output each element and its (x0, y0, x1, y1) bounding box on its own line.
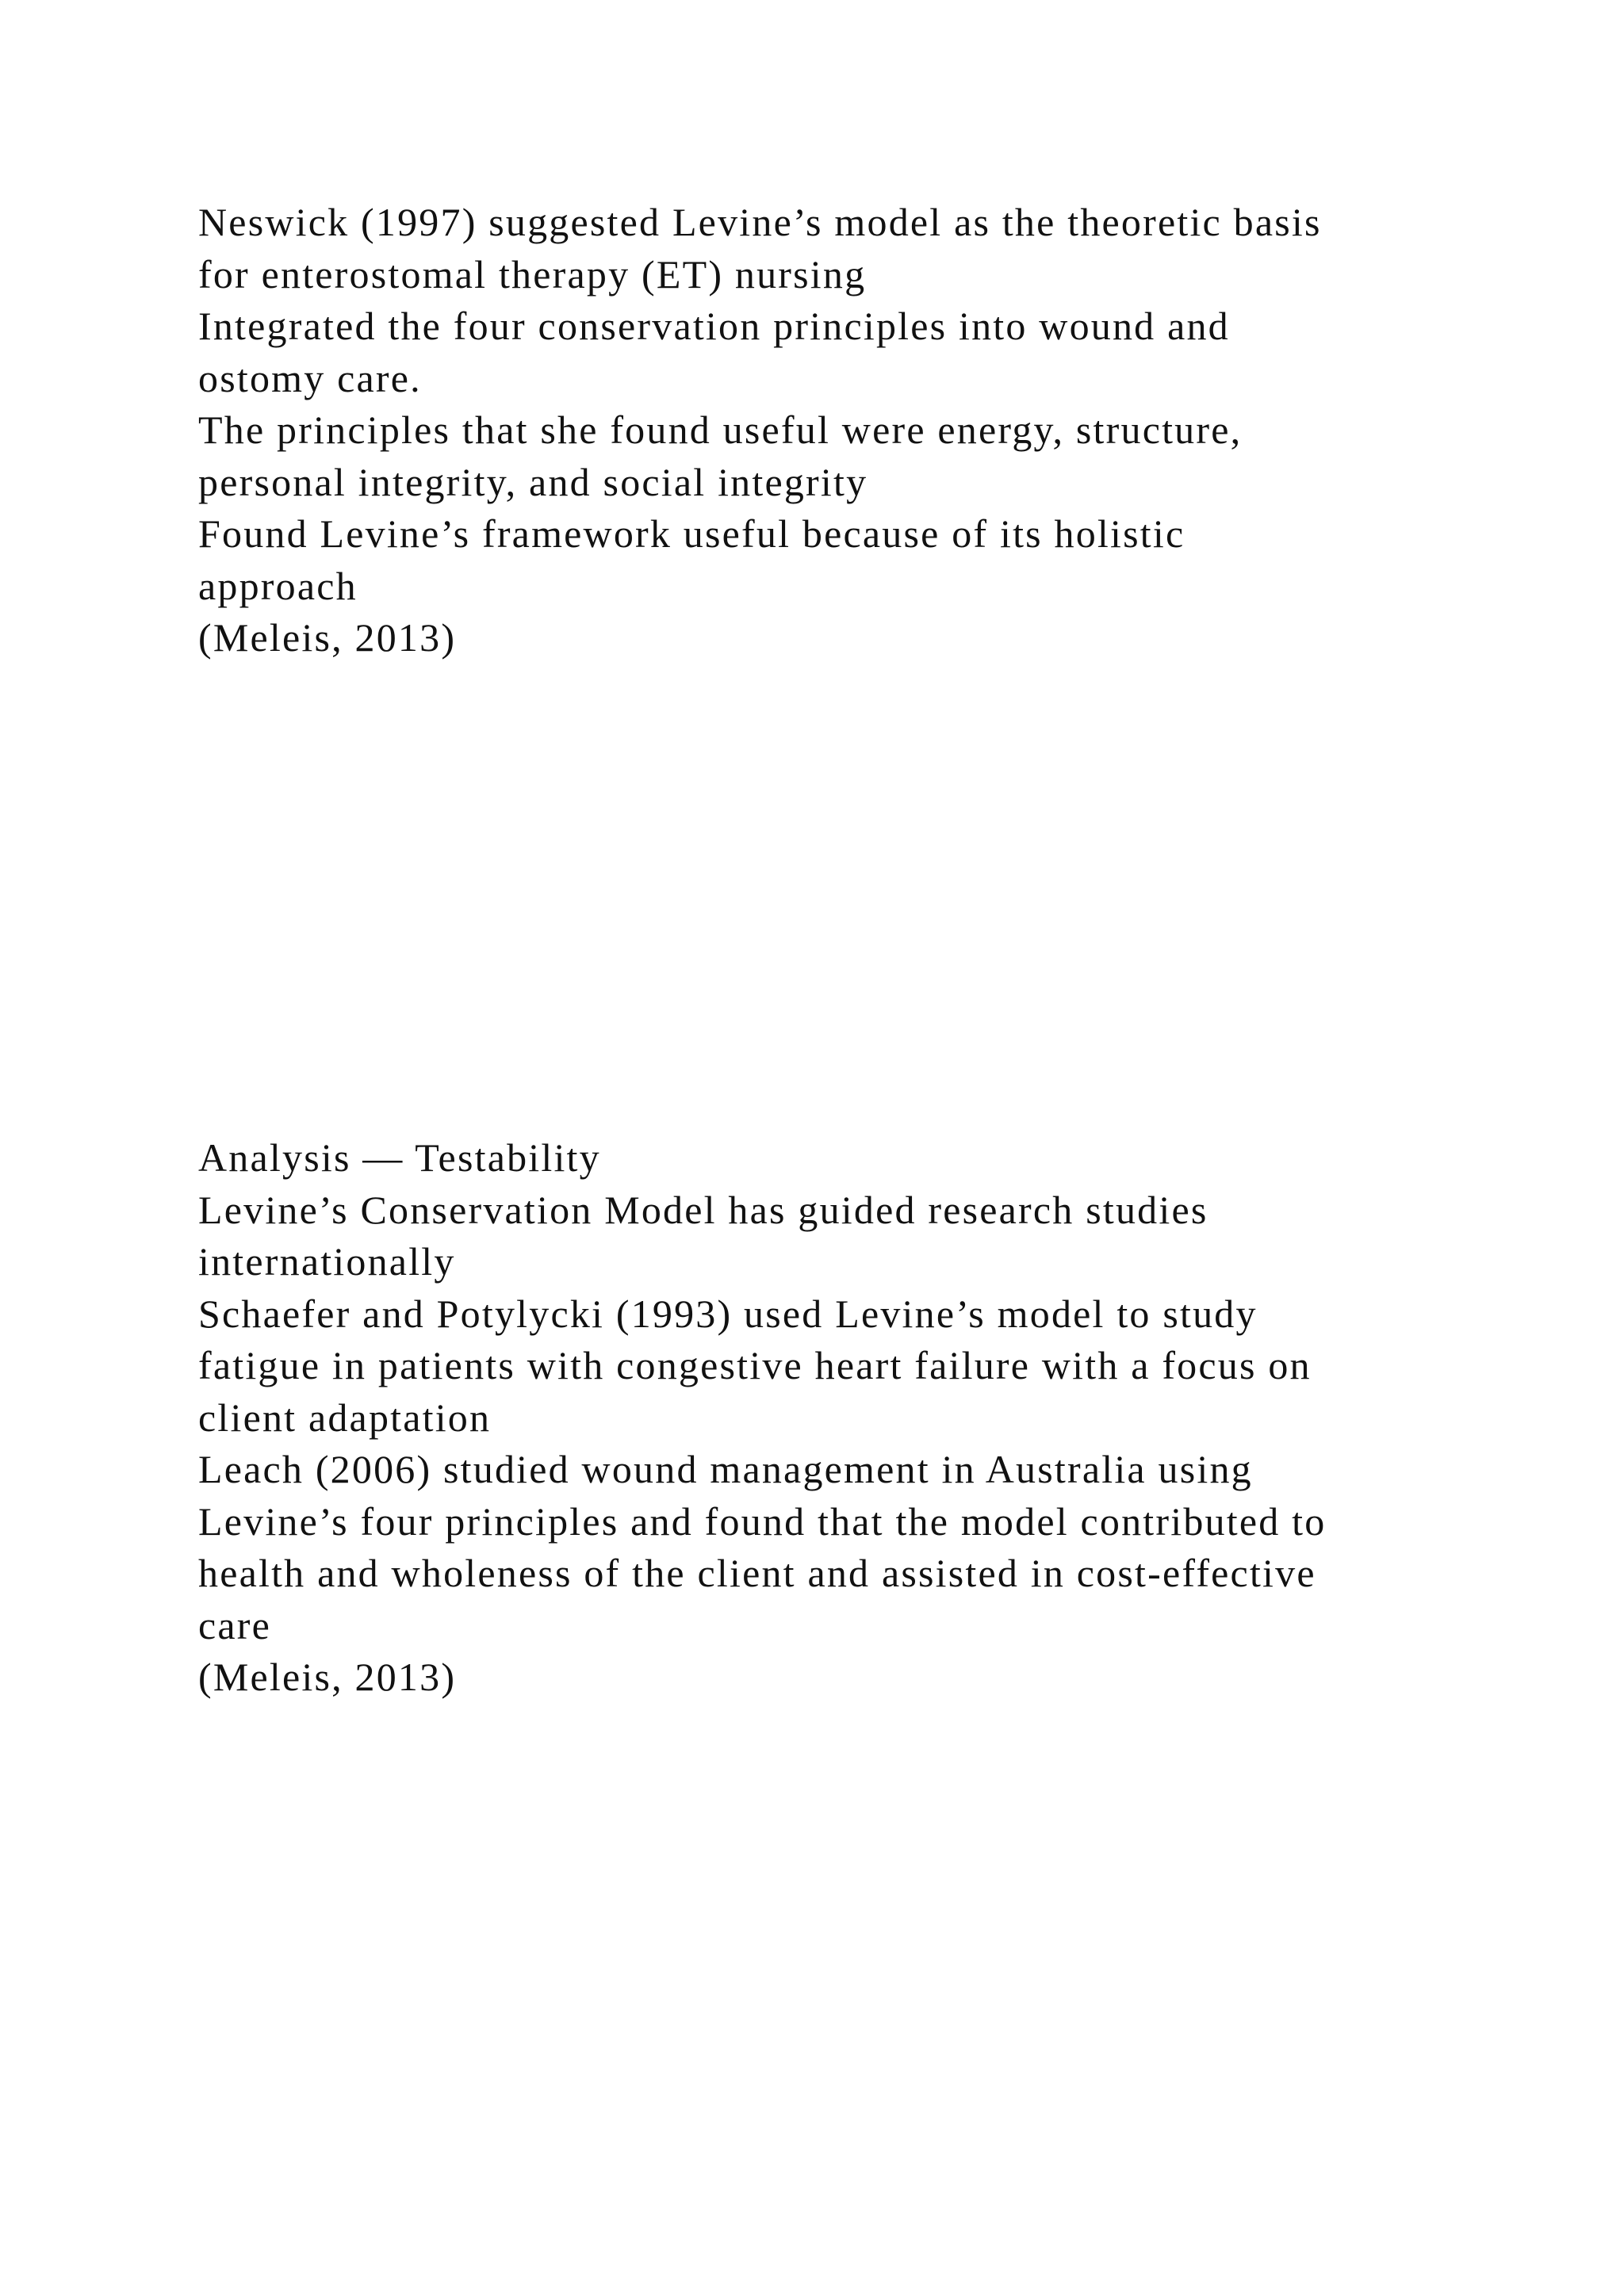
text-line: ostomy care. (198, 355, 422, 400)
section-heading: Analysis — Testability (198, 1135, 601, 1180)
text-line: Found Levine’s framework useful because of its holistic (198, 511, 1185, 556)
text-line: internationally (198, 1239, 456, 1284)
citation: (Meleis, 2013) (198, 615, 457, 660)
text-line: Leach (2006) studied wound management in Australia using (198, 1447, 1253, 1491)
text-line: client adaptation (198, 1395, 492, 1440)
citation: (Meleis, 2013) (198, 1655, 457, 1699)
text-line: Levine’s Conservation Model has guided research studies (198, 1187, 1208, 1232)
text-line: Integrated the four conservation principles into wound and (198, 304, 1230, 348)
text-line: The principles that she found useful were energy, structure, (198, 408, 1243, 452)
text-line: care (198, 1602, 272, 1647)
text-block-neswick (198, 197, 1499, 664)
text-line: approach (198, 563, 358, 608)
text-line: Neswick (1997) suggested Levine’s model as the theoretic basis (198, 200, 1322, 244)
text-line: health and wholeness of the client and assisted in cost-effective (198, 1551, 1316, 1595)
text-line: fatigue in patients with congestive heart failure with a focus on (198, 1343, 1312, 1387)
text-line: for enterostomal therapy (ET) nursing (198, 251, 867, 297)
text-line: personal integrity, and social integrity (198, 459, 868, 504)
text-line: Levine’s four principles and found that the model contributed to (198, 1498, 1327, 1544)
text-block-testability (198, 1132, 1499, 1704)
text-line: Schaefer and Potylycki (1993) used Levine’s model to study (198, 1291, 1258, 1336)
